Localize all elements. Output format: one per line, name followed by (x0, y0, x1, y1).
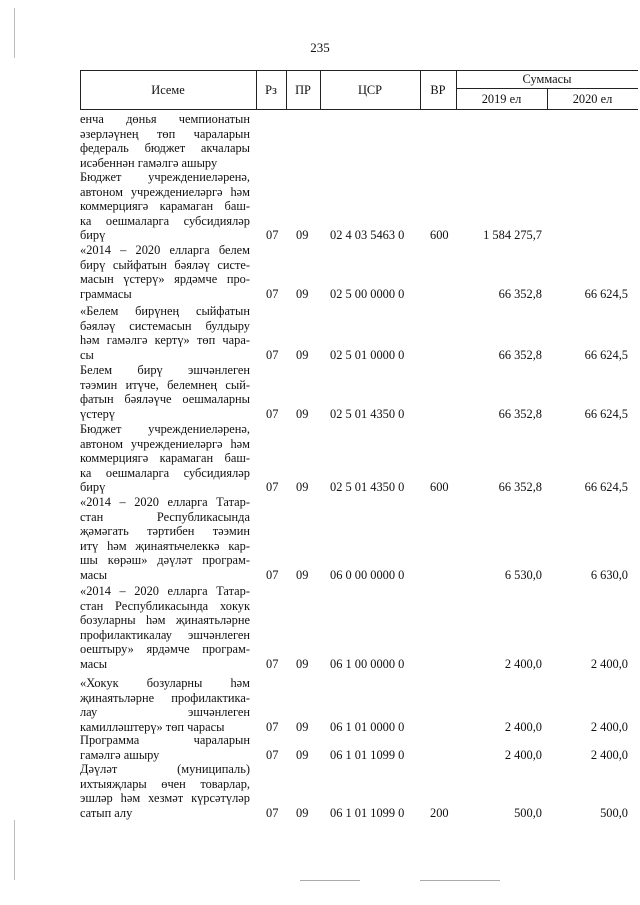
row-sum-2019: 66 352,8 (498, 347, 542, 362)
row-name-line: граммасы (80, 286, 132, 301)
table-row (80, 422, 638, 495)
row-name-line: «2014 – 2020 елларга Татар- (80, 495, 250, 509)
page-number: 235 (310, 40, 330, 55)
row-name (80, 676, 250, 734)
row-name-line: һәм гамәлгә кертү» төп чара- (80, 333, 250, 348)
table-header (80, 70, 638, 110)
row-name-line: камилләштерү» төп чарасы (80, 719, 225, 734)
header-pr: ПР (295, 82, 311, 97)
row-name (80, 422, 250, 495)
row-name-line: коммерциягә карамаган баш- (80, 199, 250, 214)
row-pr: 09 (296, 747, 309, 762)
row-sum-2019: 6 530,0 (504, 568, 542, 582)
row-name-line: профилактикалау эшчәнлеген (80, 627, 250, 642)
row-sum-2020: 66 624,5 (584, 286, 628, 301)
row-name (80, 495, 250, 583)
row-sum-2019: 66 352,8 (498, 406, 542, 421)
header-csr: ЦСР (357, 82, 383, 97)
row-name-line: енча дөнья чемпионатын (80, 112, 250, 126)
row-sum-2020: 2 400,0 (590, 747, 628, 762)
row-name-line: «2014 – 2020 елларга белем (80, 243, 250, 257)
row-pr: 09 (296, 805, 309, 820)
row-csr: 02 5 01 4350 0 (330, 406, 405, 421)
row-name-line: Дәүләт (муниципаль) (80, 762, 250, 776)
row-pr: 09 (296, 657, 309, 671)
scan-edge-mark (14, 820, 15, 880)
row-csr: 02 5 01 4350 0 (330, 480, 405, 495)
table-row (80, 112, 638, 170)
row-csr: 02 5 01 0000 0 (330, 347, 405, 362)
row-name-line: лау эшчәнлеген (80, 705, 250, 720)
row-name-line: федераль бюджет акчалары (80, 141, 250, 156)
row-csr: 02 5 00 0000 0 (330, 286, 405, 301)
row-name-line: үстерү (80, 406, 115, 421)
row-name (80, 112, 250, 170)
row-name-line: шы көрәш» дәүләт програм- (80, 553, 250, 568)
row-name-line: итү һәм җинаятьчелеккә кар- (80, 538, 250, 553)
row-sum-2020: 66 624,5 (584, 406, 628, 421)
row-name-line: сатып алу (80, 805, 133, 820)
row-name (80, 733, 250, 762)
row-rz: 07 (266, 480, 279, 495)
row-name-line: Бюджет учреждениеләренә, (80, 170, 250, 184)
row-name-line: «Хокук бозуларны һәм (80, 676, 250, 690)
row-name-line: гамәлгә ашыру (80, 747, 160, 762)
header-sums: Суммасы (522, 71, 572, 86)
row-name-line: Программа чараларын (80, 733, 250, 747)
row-name-line: оештыру» ярдәмче програм- (80, 642, 250, 657)
row-vr: 600 (430, 228, 449, 243)
row-name-line: ка оешмаларга субсидияләр (80, 213, 250, 228)
row-name-line: ихтыяҗлары өчен товарлар, (80, 776, 250, 791)
row-name-line: Бюджет учреждениеләренә, (80, 422, 250, 436)
header-2020: 2020 ел (572, 91, 613, 106)
row-name-line: коммерциягә карамаган баш- (80, 451, 250, 466)
row-sum-2019: 500,0 (514, 805, 542, 820)
row-sum-2020: 6 630,0 (590, 568, 628, 582)
row-name-line: фатын бәяләүче оешмаларны (80, 392, 250, 407)
row-name-line: масы (80, 567, 108, 582)
row-name-line: җинаятьләрне профилактика- (80, 690, 250, 705)
row-sum-2020: 66 624,5 (584, 480, 628, 495)
row-name-line: бәяләү системасын булдыру (80, 318, 250, 333)
header-rz: Рз (265, 82, 277, 97)
row-sum-2019: 1 584 275,7 (483, 228, 542, 243)
table-row (80, 304, 638, 362)
row-name-line: җәмәгать тәртибен тәэмин (80, 524, 250, 539)
row-pr: 09 (296, 568, 309, 582)
row-rz: 07 (266, 657, 279, 671)
footer-dash (420, 880, 500, 881)
header-vr: ВР (430, 82, 446, 97)
row-rz: 07 (266, 347, 279, 362)
row-name-line: автоном учреждениеләргә һәм (80, 436, 250, 451)
row-vr: 200 (430, 805, 449, 820)
row-sum-2019: 66 352,8 (498, 286, 542, 301)
row-csr: 06 1 01 0000 0 (330, 719, 405, 734)
row-name-line: бирү (80, 228, 106, 243)
table-row (80, 762, 638, 820)
row-name-line: стан Республикасында (80, 509, 250, 524)
row-sum-2019: 2 400,0 (504, 719, 542, 734)
row-name (80, 584, 250, 672)
table-row (80, 170, 638, 243)
table-row (80, 584, 638, 672)
row-name-line: автоном учреждениеләргә һәм (80, 184, 250, 199)
row-name (80, 243, 250, 301)
row-pr: 09 (296, 286, 309, 301)
row-rz: 07 (266, 805, 279, 820)
row-name (80, 762, 250, 820)
header-2019: 2019 ел (481, 91, 522, 106)
row-csr: 06 1 01 1099 0 (330, 805, 405, 820)
table-row (80, 363, 638, 421)
row-sum-2020: 2 400,0 (590, 719, 628, 734)
row-name-line: «Белем бирүнең сыйфатын (80, 304, 250, 318)
row-name-line: бозуларны һәм җинаятьләрне (80, 613, 250, 628)
row-name-line: исәбеннән гамәлгә ашыру (80, 155, 218, 170)
footer-dash (300, 880, 360, 881)
row-vr: 600 (430, 480, 449, 495)
row-sum-2020: 66 624,5 (584, 347, 628, 362)
row-name-line: масын үстерү» ярдәмче про- (80, 272, 250, 287)
row-name-line: масы (80, 656, 108, 671)
row-name-line: әзерләүнең төп чараларын (80, 126, 250, 141)
row-csr: 02 4 03 5463 0 (330, 228, 405, 243)
row-csr: 06 1 01 1099 0 (330, 747, 405, 762)
row-name-line: «2014 – 2020 елларга Татар- (80, 584, 250, 598)
row-name-line: ка оешмаларга субсидияләр (80, 465, 250, 480)
row-rz: 07 (266, 747, 279, 762)
header-name: Исеме (151, 82, 185, 97)
row-sum-2019: 66 352,8 (498, 480, 542, 495)
row-name-line: Белем бирү эшчәнлеген (80, 363, 250, 377)
row-name-line: тәэмин итүче, белемнең сый- (80, 377, 250, 392)
row-pr: 09 (296, 480, 309, 495)
table-row (80, 676, 638, 734)
row-sum-2020: 500,0 (600, 805, 628, 820)
table-row (80, 495, 638, 583)
row-csr: 06 0 00 0000 0 (330, 568, 405, 582)
row-name-line: бирү сыйфатын бәяләү систе- (80, 257, 250, 272)
row-rz: 07 (266, 568, 279, 582)
row-pr: 09 (296, 228, 309, 243)
row-pr: 09 (296, 347, 309, 362)
row-rz: 07 (266, 406, 279, 421)
row-pr: 09 (296, 719, 309, 734)
table-row (80, 733, 638, 762)
row-name-line: сы (80, 347, 94, 362)
row-rz: 07 (266, 228, 279, 243)
row-name-line: стан Республикасында хокук (80, 598, 250, 613)
row-name (80, 170, 250, 243)
row-sum-2019: 2 400,0 (504, 747, 542, 762)
row-name-line: эшләр һәм хезмәт күрсәтүләр (80, 791, 250, 806)
table-row (80, 243, 638, 301)
row-name-line: бирү (80, 480, 106, 495)
row-pr: 09 (296, 406, 309, 421)
row-rz: 07 (266, 719, 279, 734)
row-sum-2019: 2 400,0 (504, 657, 542, 671)
row-sum-2020: 2 400,0 (590, 657, 628, 671)
row-csr: 06 1 00 0000 0 (330, 657, 405, 671)
row-name (80, 304, 250, 362)
row-rz: 07 (266, 286, 279, 301)
row-name (80, 363, 250, 421)
